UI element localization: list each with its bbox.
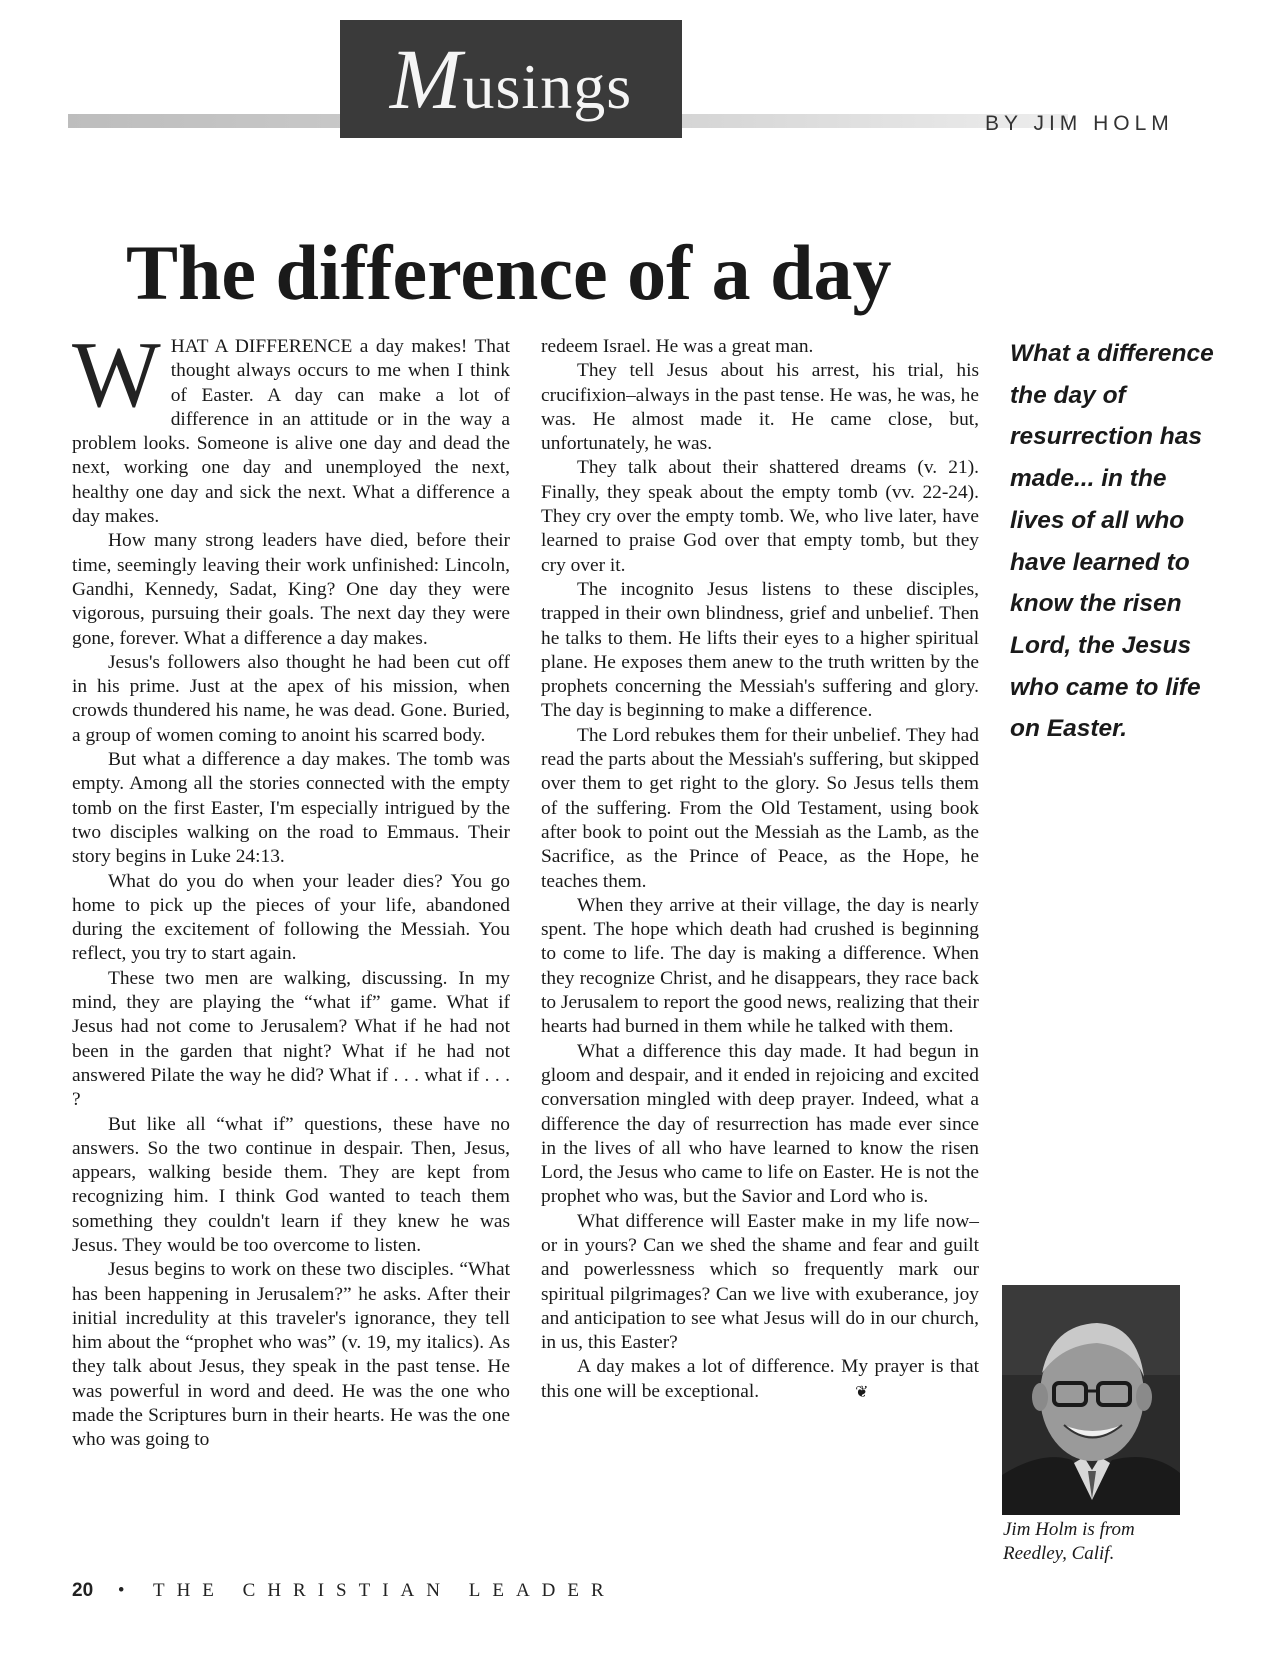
article-paragraph: redeem Israel. He was a great man.	[541, 336, 814, 357]
article-paragraph	[72, 323, 510, 529]
end-mark-icon: ❦	[855, 1383, 869, 1401]
publication-name: THE CHRISTIAN LEADER	[152, 1580, 616, 1601]
logo-rest: usings	[462, 51, 633, 122]
article-paragraph: How many strong leaders have died, before their time, seemingly leaving their work unfinished: Lincoln, Gandhi, Kennedy, Sadat, King? One day they were vigorous, pursuing their goals. The next day they were gone, forever. What a difference a day makes.	[72, 530, 510, 649]
article-paragraph: When they arrive at their village, the day is nearly spent. The hope which death had crushed is beginning to come to life. The day is making a difference. When they recognize Christ, and he disappears, they race back to Jerusalem to report the good news, realizing that their hearts had burned in them while he talked with them.	[541, 894, 979, 1038]
article-paragraph: They tell Jesus about his arrest, his trial, his crucifixion–always in the past tense. He was, he was, he was. He almost made it. He came close, but, unfortunately, he was.	[541, 360, 979, 455]
logo-initial: M	[389, 31, 463, 127]
page-footer	[72, 1580, 616, 1602]
article-column-1	[72, 323, 510, 1453]
article-paragraph: The Lord rebukes them for their unbelief. They had read the parts about the Messiah's suffering, but skipped over them to get right to the glory. So Jesus tells them of the suffering. From the Old Testament, using book after book to point out the Messiah as the Lamb, as the Sacrifice, as the Prince of Peace, as the Hope, he teaches them.	[541, 724, 979, 892]
article-paragraph: What difference will Easter make in my life now–or in yours? Can we shed the shame and fear and guilt and powerlessness which so frequently mark our spiritual pilgrimages? Can we live with exuberance, joy and anticipation to see what Jesus will do in our church, in us, this Easter?	[541, 1210, 979, 1354]
article-paragraph: The incognito Jesus listens to these disciples, trapped in their own blindness, grief and unbelief. Then he talks to them. He lifts their eyes to a higher spiritual plane. He exposes them anew to the truth written by the prophets concerning the Messiah's suffering and glory. The day is beginning to make a difference.	[541, 578, 979, 722]
article-paragraph: These two men are walking, discussing. In my mind, they are playing the “what if” game. What if Jesus had not come to Jerusalem? What if he had not been in the garden that night? What if he had not answered Pilate the way he did? What if . . . what if . . . ?	[72, 967, 510, 1111]
article-paragraph: What do you do when your leader dies? You go home to pick up the pieces of your life, abandoned during the excitement of following the Messiah. You reflect, you try to start again.	[72, 870, 510, 965]
byline: BY JIM HOLM	[985, 112, 1174, 135]
article-paragraph: Jesus begins to work on these two disciples. “What has been happening in Jerusalem?” he asks. After their initial incredulity at this traveler's ignorance, they tell him about the “prophet who was” (v. 19, my italics). As they talk about Jesus, they speak in the past tense. He was powerful in word and deed. He was the one who made the Scriptures burn in their hearts. He was the one who was going to	[72, 1259, 510, 1451]
article-paragraph: Jesus's followers also thought he had been cut off in his prime. Just at the apex of his mission, when crowds thundered his name, he was dead. Gone. Buried, a group of women coming to anoint his scarred body.	[72, 651, 510, 746]
article-paragraph	[541, 1355, 979, 1405]
author-portrait-image	[1002, 1285, 1180, 1515]
page-number: 20	[72, 1580, 94, 1601]
article-paragraph: But what a difference a day makes. The tomb was empty. Among all the stories connected with the empty tomb on the first Easter, I'm especially intrigued by the two disciples walking on the road to Emmaus. Their story begins in Luke 24:13.	[72, 749, 510, 868]
photo-caption: Jim Holm is from Reedley, Calif.	[1003, 1519, 1135, 1564]
paragraph-text: HAT A DIFFERENCE a day makes! That thought always occurs to me when I think of Easter. A day can make a lot of difference in an attitude or in the way a problem looks. Someone is alive one day and dead the next, working one day and unemployed the next, healthy one day and sick the next. What a difference a day makes.	[72, 336, 510, 528]
paragraph-text: A day makes a lot of difference. My prayer is that this one will be exceptional.	[541, 1356, 979, 1402]
footer-separator: •	[117, 1580, 137, 1601]
article-column-2	[541, 335, 979, 1405]
musings-logo	[340, 20, 682, 138]
drop-cap: W	[72, 323, 161, 427]
author-photo	[1002, 1285, 1180, 1515]
article-paragraph: What a difference this day made. It had begun in gloom and despair, and it ended in rejoicing and excited conversation mingled with deep prayer. Indeed, what a difference the day of resurrection has made ever since in the lives of all who have learned to know the risen Lord, the Jesus who came to life on Easter. He is not the prophet who was, but the Savior and Lord who is.	[541, 1040, 979, 1208]
pull-quote: What a difference the day of resurrection has made... in the lives of all who have learned to know the risen Lord, the Jesus who came to life on Easter.	[1010, 340, 1214, 743]
logo-text	[390, 29, 632, 129]
article-paragraph: But like all “what if” questions, these have no answers. So the two continue in despair. Then, Jesus, appears, walking beside them. They are kept from recognizing him. I think God wanted to teach them something they couldn't learn if they knew he was Jesus. They would be too overcome to listen.	[72, 1113, 510, 1256]
article-title: The difference of a day	[126, 229, 892, 316]
article-paragraph: They talk about their shattered dreams (v. 21). Finally, they speak about the empty tomb (vv. 22-24). They cry over the empty tomb. We, who live later, have learned to praise God over that empty tomb, but they cry over it.	[541, 457, 979, 576]
